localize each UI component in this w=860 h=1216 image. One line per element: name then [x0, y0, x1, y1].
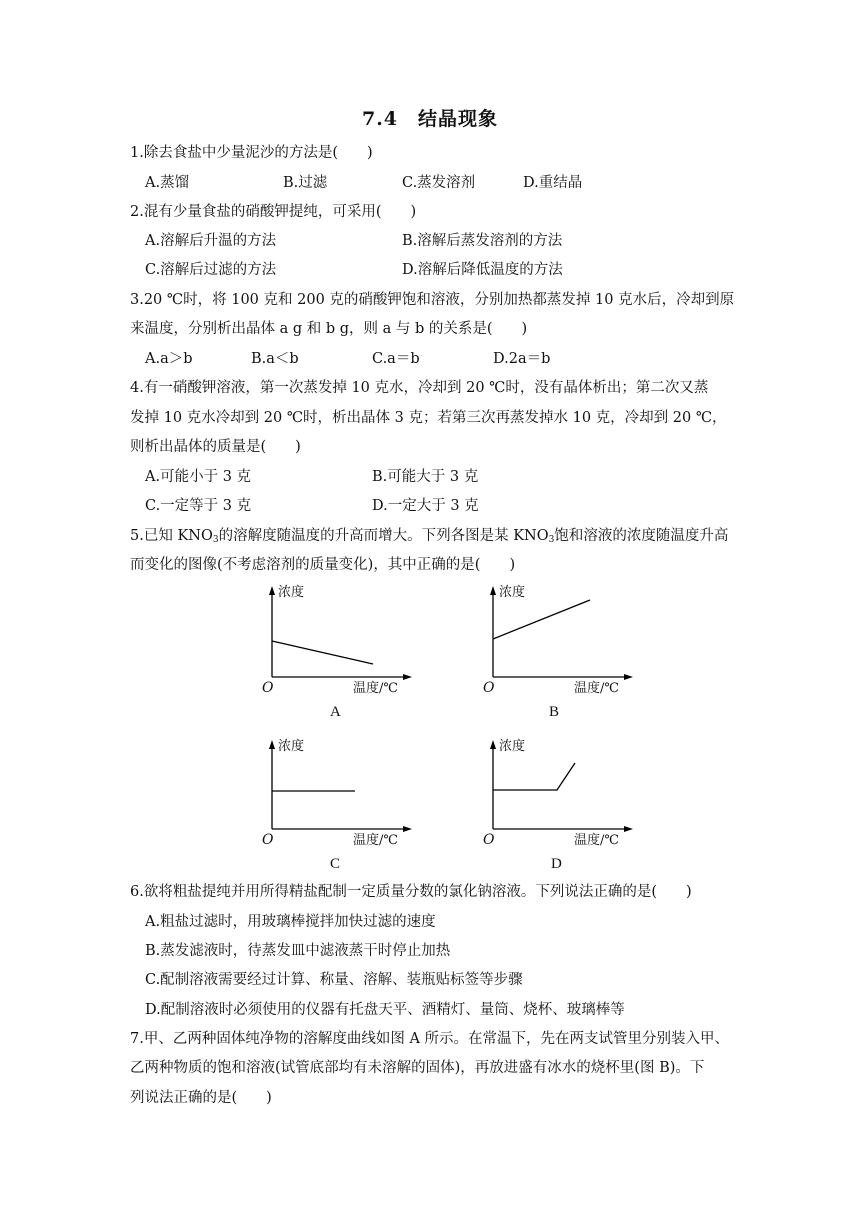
graph-d-x-arrow	[624, 826, 633, 832]
q7-stem-line-3: 列说法正确的是( )	[130, 1090, 272, 1106]
graph-c-y-arrow	[269, 740, 275, 749]
q4-option-a: A.可能小于 3 克	[145, 469, 252, 485]
graph-d-x-label: 温度/℃	[574, 833, 619, 848]
q7-stem-line-1: 7.甲、乙两种固体纯净物的溶解度曲线如图 A 所示。在常温下，先在两支试管里分别装入甲、	[130, 1031, 730, 1047]
graph-d-caption: D	[551, 856, 562, 872]
q6-option-d: D.配制溶液时必须使用的仪器有托盘天平、酒精灯、量筒、烧杯、玻璃棒等	[145, 1002, 625, 1018]
graph-c-caption: C	[330, 856, 341, 872]
q2-option-a: A.溶解后升温的方法	[145, 233, 277, 249]
graph-b-plot	[479, 584, 639, 724]
graph-b-x-arrow	[624, 674, 633, 680]
graph-a-plot	[258, 584, 418, 724]
q4-option-b: B.可能大于 3 克	[372, 469, 479, 485]
graph-b-curve	[493, 600, 590, 639]
q6-option-b: B.蒸发滤液时，待蒸发皿中滤液蒸干时停止加热	[145, 943, 451, 959]
q4-option-c: C.一定等于 3 克	[145, 498, 252, 514]
graph-d-origin: O	[483, 832, 495, 848]
graph-a-origin: O	[262, 680, 274, 696]
graph-d-y-arrow	[490, 740, 496, 749]
graph-a-curve	[272, 641, 373, 664]
q6-option-c: C.配制溶液需要经过计算、称量、溶解、装瓶贴标签等步骤	[145, 972, 523, 988]
q1-option-b: B.过滤	[283, 175, 328, 191]
q4-stem-line-3: 则析出晶体的质量是( )	[130, 439, 301, 455]
graph-a-caption: A	[330, 704, 341, 720]
q7-stem-line-2: 乙两种物质的饱和溶液(试管底部均有未溶解的固体)，再放进盛有冰水的烧杯里(图 B)。下	[130, 1060, 705, 1076]
q3-stem-line-2: 来温度，分别析出晶体 a g 和 b g，则 a 与 b 的关系是( )	[130, 321, 528, 337]
q1-option-a: A.蒸馏	[145, 175, 190, 191]
graph-b-y-arrow	[490, 586, 496, 595]
graph-c-x-arrow	[403, 826, 412, 832]
graph-b	[479, 584, 639, 724]
graph-c	[258, 738, 418, 878]
q2-option-c: C.溶解后过滤的方法	[145, 262, 277, 278]
graph-c-x-label: 温度/℃	[353, 833, 398, 848]
q1-option-c: C.蒸发溶剂	[402, 175, 476, 191]
graph-a-x-label: 温度/℃	[353, 681, 398, 696]
q4-option-d: D.一定大于 3 克	[372, 498, 479, 514]
q3-option-d: D.2a＝b	[493, 351, 551, 367]
q3-option-c: C.a＝b	[372, 351, 420, 367]
q4-stem-line-2: 发掉 10 克水冷却到 20 ℃时，析出晶体 3 克；若第三次再蒸发掉水 10 克，冷却到 20 ℃，	[130, 410, 727, 426]
graph-a-x-arrow	[403, 674, 412, 680]
graph-d-y-label: 浓度	[499, 739, 526, 754]
q3-option-b: B.a＜b	[251, 351, 299, 367]
graph-d-curve	[493, 763, 575, 790]
q6-option-a: A.粗盐过滤时，用玻璃棒搅拌加快过滤的速度	[145, 914, 436, 930]
graph-a-y-arrow	[269, 586, 275, 595]
q3-stem-line-1: 3.20 ℃时，将 100 克和 200 克的硝酸钾饱和溶液，分别加热都蒸发掉 10 克水后，冷却到原	[130, 292, 735, 308]
graph-d	[479, 738, 639, 878]
q5-stem-line-1: 5.已知 $KNO_3$的溶解度随温度的升高而增大。下列各图是某 $KNO_3$饱和溶液的浓度随温度升高	[130, 528, 729, 545]
q2-option-b: B.溶解后蒸发溶剂的方法	[402, 233, 563, 249]
q5-stem-line-2: 而变化的图像(不考虑溶剂的质量变化)，其中正确的是( )	[130, 557, 516, 573]
q1-option-d: D.重结晶	[523, 175, 583, 191]
graph-c-origin: O	[262, 832, 274, 848]
q2-option-d: D.溶解后降低温度的方法	[402, 262, 563, 278]
q4-stem-line-1: 4.有一硝酸钾溶液，第一次蒸发掉 10 克水，冷却到 20 ℃时，没有晶体析出；第二次又蒸	[130, 380, 709, 396]
q6-stem: 6.欲将粗盐提纯并用所得精盐配制一定质量分数的氯化钠溶液。下列说法正确的是( )	[130, 884, 692, 900]
graph-c-y-label: 浓度	[278, 739, 305, 754]
q1-stem: 1.除去食盐中少量泥沙的方法是( )	[130, 145, 373, 161]
q2-stem: 2.混有少量食盐的硝酸钾提纯，可采用( )	[130, 204, 417, 220]
graph-b-x-label: 温度/℃	[574, 681, 619, 696]
graph-a-y-label: 浓度	[278, 585, 305, 600]
q3-option-a: A.a＞b	[145, 351, 193, 367]
graph-b-origin: O	[483, 680, 495, 696]
graph-a	[258, 584, 418, 724]
graph-b-y-label: 浓度	[499, 585, 526, 600]
graph-b-caption: B	[549, 704, 560, 720]
page-title: 7.4 结晶现象	[361, 108, 499, 130]
